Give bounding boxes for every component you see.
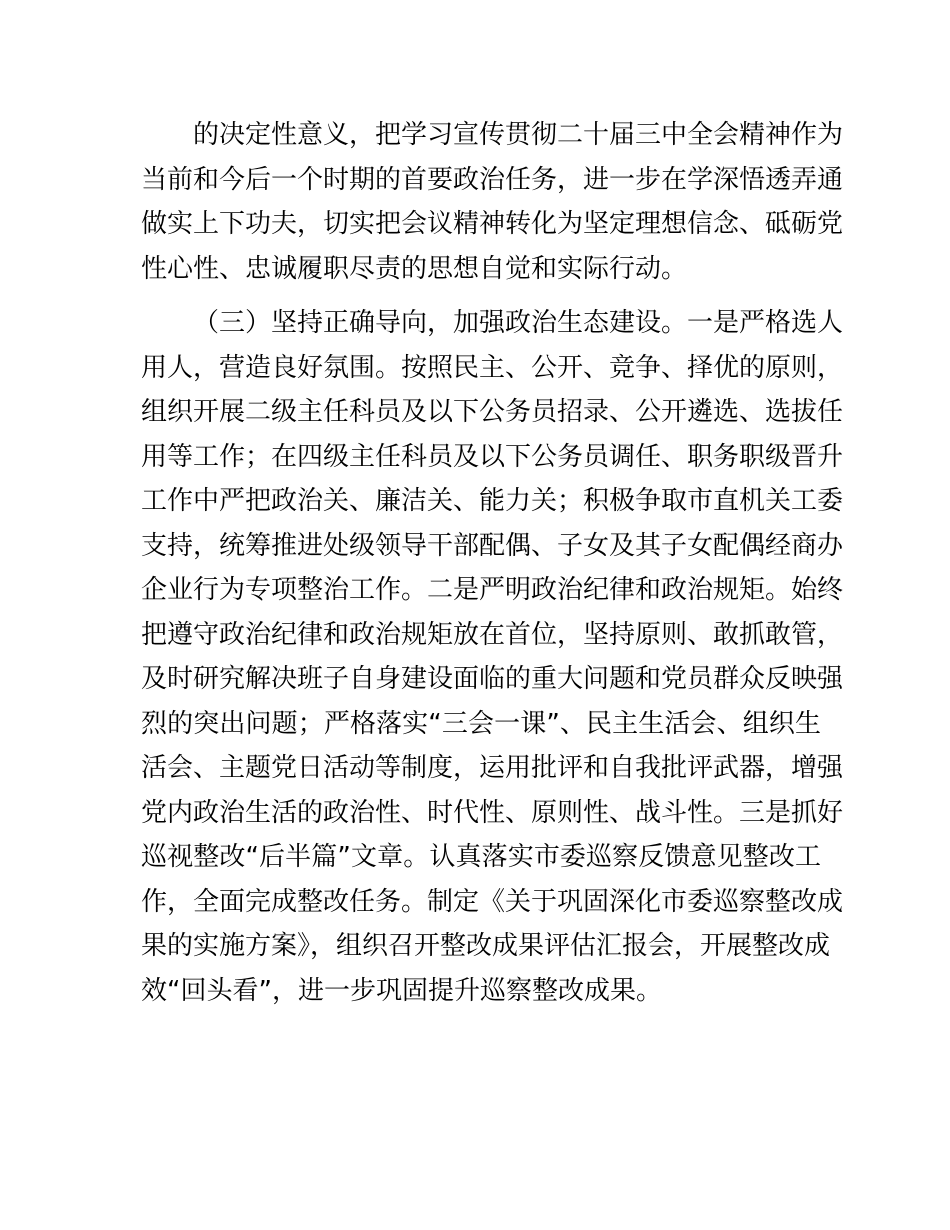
paragraph-line: 烈的突出问题；严格落实“三会一课”、民主生活会、组织生 [141, 708, 821, 739]
paragraph-line: 工作中严把政治关、廉洁关、能力关；积极争取市直机关工委 [141, 486, 844, 516]
paragraph-line: 党内政治生活的政治性、时代性、原则性、战斗性。三是抓好 [141, 797, 844, 828]
paragraph-line: 组织开展二级主任科员及以下公务员招录、公开遴选、选拔任 [141, 397, 844, 427]
paragraph-line: 的决定性意义，把学习宣传贯彻二十届三中全会精神作为 [193, 120, 844, 150]
paragraph-line: 及时研究解决班子自身建设面临的重大问题和党员群众反映强 [141, 664, 844, 694]
paragraph-line: 效“回头看”，进一步巩固提升巡察整改成果。 [141, 975, 662, 1006]
paragraph-line: （三）坚持正确导向，加强政治生态建设。一是严格选人 [193, 308, 844, 338]
paragraph-line: 果的实施方案》，组织召开整改成果评估汇报会，开展整改成 [141, 931, 831, 961]
paragraph-line: 性心性、忠诚履职尽责的思想自觉和实际行动。 [141, 253, 688, 284]
paragraph-line: 作，全面完成整改任务。制定《关于巩固深化市委巡察整改成 [141, 886, 844, 917]
paragraph-2 [141, 301, 844, 1013]
paragraph-line: 活会、主题党日活动等制度，运用批评和自我批评武器，增强 [141, 753, 844, 783]
paragraph-line: 巡视整改“后半篇”文章。认真落实市委巡察反馈意见整改工 [141, 842, 821, 872]
paragraph-1 [141, 113, 844, 291]
paragraph-line: 把遵守政治纪律和政治规矩放在首位，坚持原则、敢抓敢管， [141, 619, 844, 650]
paragraph-line: 用人，营造良好氛围。按照民主、公开、竞争、择优的原则， [141, 352, 844, 383]
paragraph-line: 做实上下功夫，切实把会议精神转化为坚定理想信念、砥砺党 [141, 209, 844, 239]
paragraph-line: 企业行为专项整治工作。二是严明政治纪律和政治规矩。始终 [141, 575, 844, 605]
paragraph-line: 支持，统筹推进处级领导干部配偶、子女及其子女配偶经商办 [141, 530, 844, 561]
paragraph-line: 用等工作；在四级主任科员及以下公务员调任、职务职级晋升 [141, 441, 844, 472]
paragraph-line: 当前和今后一个时期的首要政治任务，进一步在学深悟透弄通 [141, 164, 844, 195]
